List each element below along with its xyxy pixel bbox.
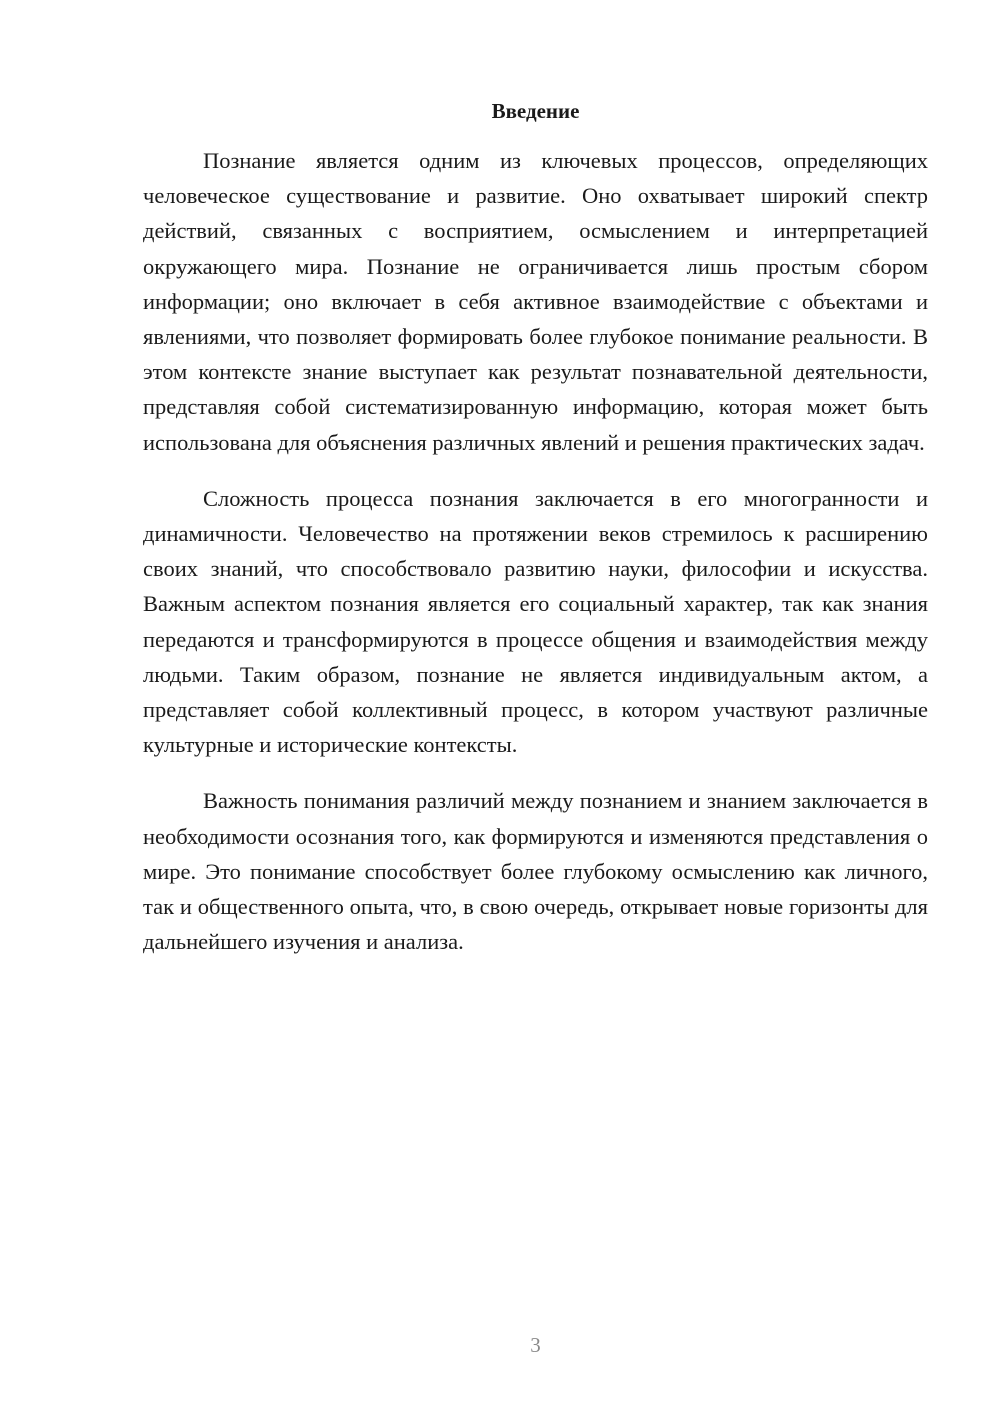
- paragraph-3: Важность понимания различий между познанием и знанием заключается в необходимости осознания того, как формируются и изменяются представления о мире. Это понимание способствует более глубокому осмыслению как личного, так и общественного опыта, что, в свою очередь, открывает новые горизонты для дальнейшего изучения и анализа.: [143, 788, 928, 955]
- paragraph-2: Сложность процесса познания заключается в его многогранности и динамичности. Человечество на протяжении веков стремилось к расширению своих знаний, что способствовало развитию науки, философии и искусства. Важным аспектом познания является его социальный характер, так как знания передаются и трансформируются в процессе общения и взаимодействия между людьми. Таким образом, познание не является индивидуальным актом, а представляет собой коллективный процесс, в котором участвуют различные культурные и исторические контексты.: [143, 485, 928, 758]
- page-number: 3: [530, 1333, 541, 1357]
- page-title: Введение: [491, 99, 580, 123]
- paragraph-1: Познание является одним из ключевых процессов, определяющих человеческое существование и развитие. Оно охватывает широкий спектр действий, связанных с восприятием, осмыслением и интерпретацией окружающего мира. Познание не ограничивается лишь простым сбором информации; оно включает в себя активное взаимодействие с объектами и явлениями, что позволяет формировать более глубокое понимание реальности. В этом контексте знание выступает как результат познавательной деятельности, представляя собой систематизированную информацию, которая может быть использована для объяснения различных явлений и решения практических задач.: [143, 148, 928, 455]
- document-body: [143, 143, 928, 980]
